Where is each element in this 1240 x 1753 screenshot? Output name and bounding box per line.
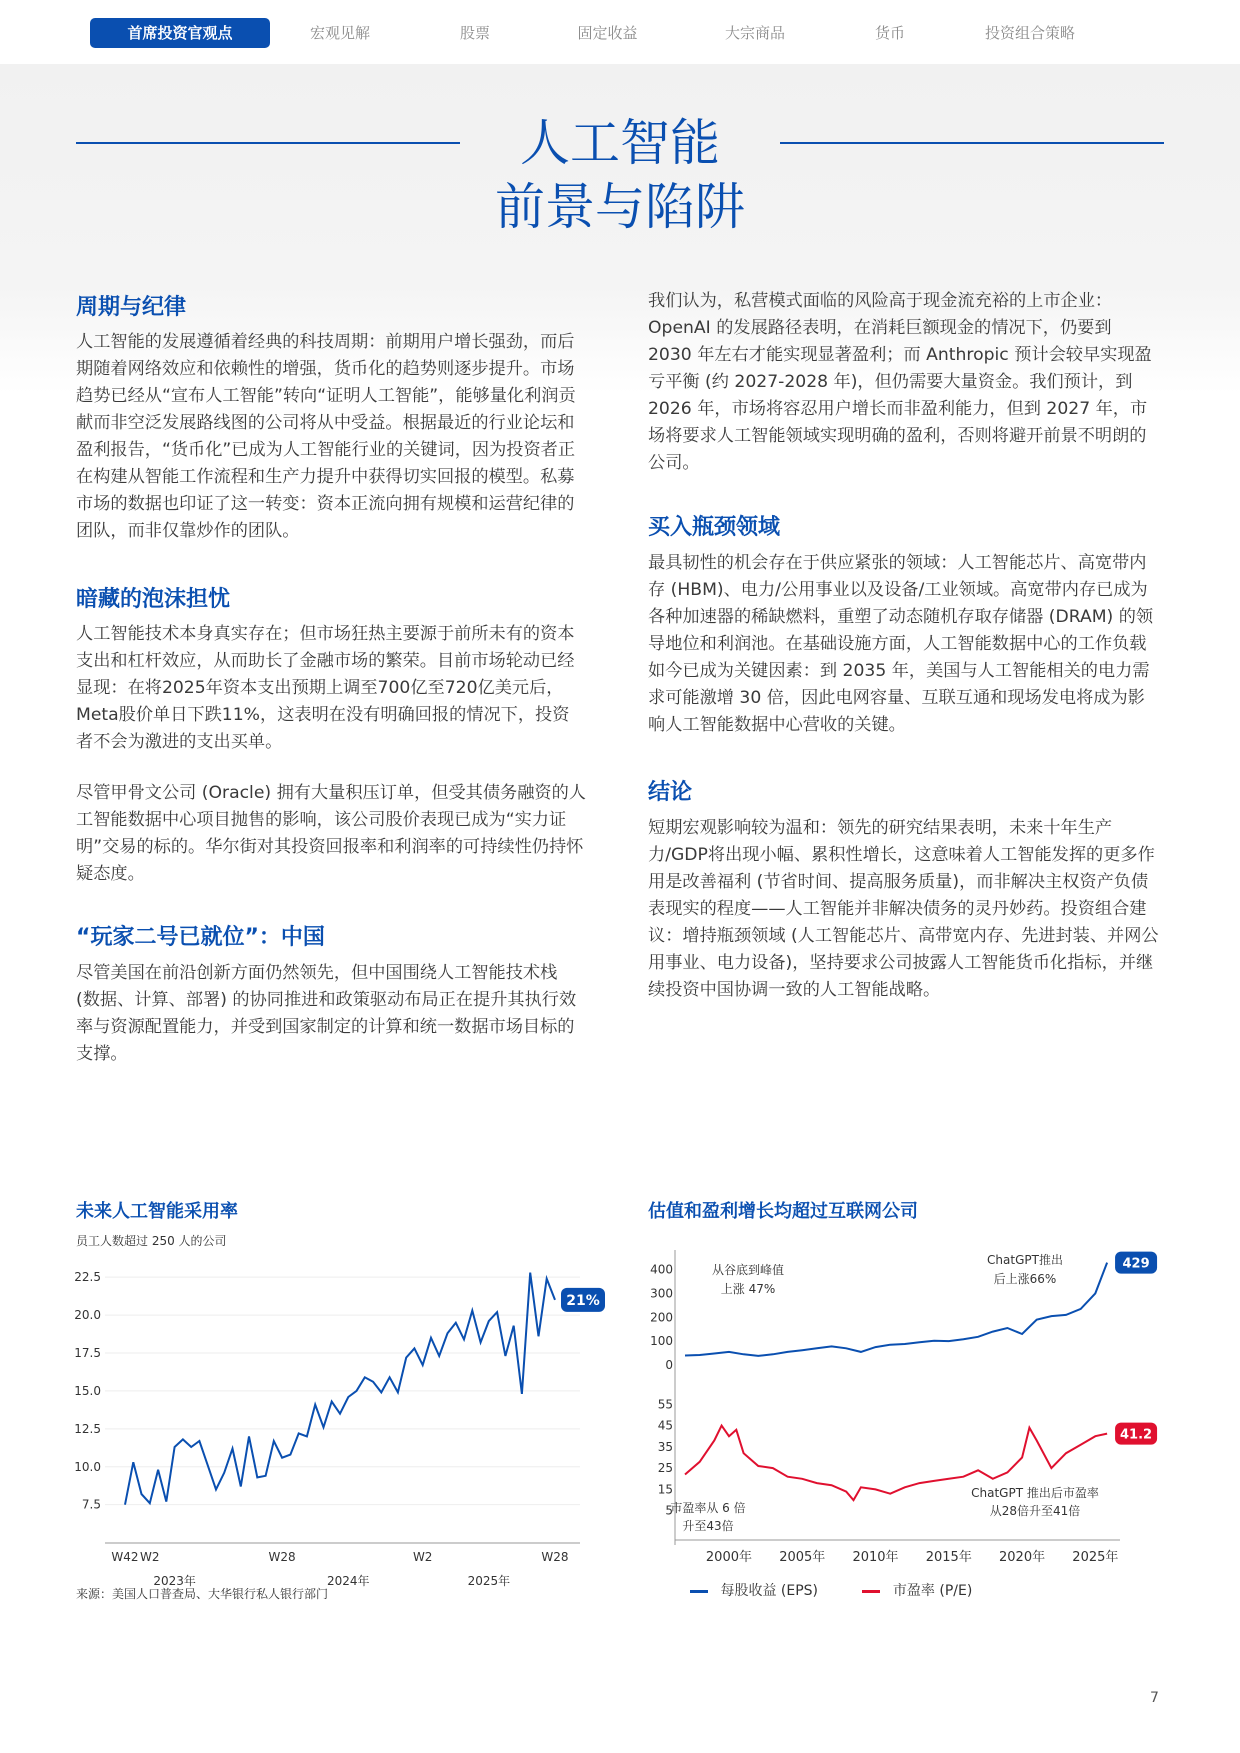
paragraph-bottlenecks: 最具韧性的机会存在于供应紧张的领域：人工智能芯片、高宽带内存 (HBM)、电力/公用事业以及设备/工业领域。高宽带内存已成为各种加速器的稀缺燃料，重塑了动态随机存取存储器 (DRAM) 的领导地位和利润池。在基础设施方面，人工智能数据中心的工作负载如今已成为关键因素：到 2035 年，美国与人工智能相关的电力需求可能激增 30 倍，因此电网容量、互联互通和现场发电将成为影响人工智能数据中心营收的关键。	[648, 553, 1154, 735]
chart1-xtick-label: W28	[541, 1550, 569, 1564]
chart1-year-label: 2023年	[153, 1574, 196, 1588]
top-navigation	[0, 0, 1240, 64]
chart2-annotation: ChatGPT 推出后市盈率	[971, 1486, 1099, 1500]
tab-portfolio-strategy[interactable]: 投资组合策略	[984, 24, 1075, 42]
chart1-ytick-label: 22.5	[74, 1270, 101, 1285]
chart2-xtick-label: 2005年	[779, 1550, 826, 1565]
chart2-annotation: ChatGPT推出	[987, 1253, 1063, 1267]
chart1-ytick-label: 7.5	[81, 1497, 101, 1512]
chart1-ytick-label: 15.0	[74, 1383, 101, 1398]
chart2-xtick-label: 2015年	[925, 1550, 972, 1565]
chart2-ytick-label: 15	[657, 1482, 673, 1497]
page-title-line1: 人工智能	[520, 114, 720, 172]
paragraph-bubble-concerns-1: 人工智能技术本身真实存在；但市场狂热主要源于前所未有的资本支出和杠杆效应，从而助长了金融市场的繁荣。目前市场轮动已经显现：在将2025年资本支出预期上调至700亿至720亿美元后，Meta股价单日下跌11%，这表明在没有明确回报的情况下，投资者不会为激进的支出买单。	[76, 624, 575, 752]
chart2-ytick-label: 400	[650, 1262, 673, 1277]
chart1-year-label: 2024年	[326, 1574, 370, 1588]
chart1-ytick-label: 17.5	[74, 1346, 101, 1360]
chart2-valuation-earnings	[640, 1240, 1180, 1620]
legend-eps-label: 每股收益 (EPS)	[720, 1583, 819, 1599]
chart1-xtick-label: W42	[111, 1550, 139, 1564]
chart2-annotation: 升至43倍	[682, 1519, 734, 1533]
legend-eps-swatch	[690, 1590, 708, 1593]
heading-cycle-discipline: 周期与纪律	[76, 295, 187, 320]
chart2-ytick-label: 45	[657, 1418, 673, 1433]
chart1-xtick-label: W28	[268, 1550, 296, 1564]
chart1-ytick-label: 20.0	[74, 1308, 101, 1323]
heading-bubble-concerns: 暗藏的泡沫担忧	[76, 587, 231, 612]
tab-cio-view[interactable]: 首席投资官观点	[90, 18, 270, 48]
heading-conclusion: 结论	[648, 780, 693, 805]
chart1-source: 来源：美国人口普查局、大华银行私人银行部门	[76, 1587, 329, 1601]
chart2-title: 估值和盈利增长均超过互联网公司	[648, 1201, 918, 1222]
chart2-ytick-label: 25	[657, 1461, 673, 1476]
paragraph-china: 尽管美国在前沿创新方面仍然领先，但中国围绕人工智能技术栈 (数据、计算、部署) 的协同推进和政策驱动布局正在提升其执行效率与资源配置能力，并受到国家制定的计算和统一数据市场目标的支撑。	[76, 963, 577, 1064]
chart2-ytick-label: 0	[665, 1358, 673, 1372]
chart2-annotation: 上涨 47%	[720, 1282, 776, 1296]
chart2-annotation: 从28倍升至41倍	[989, 1504, 1081, 1518]
chart1-end-label: 21%	[566, 1292, 600, 1309]
chart2-ytick-label: 5	[665, 1503, 673, 1518]
tab-currencies[interactable]: 货币	[874, 24, 905, 42]
paragraph-bubble-concerns-2: 尽管甲骨文公司 (Oracle) 拥有大量积压订单，但受其债务融资的人工智能数据中心项目抛售的影响，该公司股价表现已成为“实力证明”交易的标的。华尔街对其投资回报率和利润率的可持续性仍持怀疑态度。	[76, 783, 586, 884]
paragraph-conclusion: 短期宏观影响较为温和：领先的研究结果表明，未来十年生产力/GDP将出现小幅、累积性增长，这意味着人工智能发挥的更多作用是改善福利 (节省时间、提高服务质量)，而非解决主权资产负债表现实的程度——人工智能并非解决债务的灵丹妙药。投资组合建议：增持瓶颈领域 (人工智能芯片、高带宽内存、先进封装、并网公用事业、电力设备)，坚持要求公司披露人工智能货币化指标，并继续投资中国协调一致的人工智能战略。	[648, 818, 1159, 1000]
chart2-xtick-label: 2020年	[999, 1550, 1046, 1565]
paragraph-private-models: 我们认为，私营模式面临的风险高于现金流充裕的上市企业：OpenAI 的发展路径表明，在消耗巨额现金的情况下，仍要到 2030 年左右才能实现显著盈利；而 Anthropic 预计会较早实现盈亏平衡 (约 2027-2028 年)，但仍需要大量资金。我们预计，到 2026 年，市场将容忍用户增长而非盈利能力，但到 2027 年，市场将要求人工智能领域实现明确的盈利，否则将避开前景不明朗的公司。	[648, 291, 1152, 473]
chart1-adoption-rate	[60, 1250, 620, 1590]
tab-macro[interactable]: 宏观见解	[309, 24, 370, 42]
heading-china: “玩家二号已就位”：中国	[76, 925, 325, 950]
chart2-ytick-label: 55	[657, 1397, 673, 1412]
chart2-annotation: 市盈率从 6 倍	[670, 1501, 746, 1515]
legend-pe-label: 市盈率 (P/E)	[892, 1583, 973, 1599]
chart2-xtick-label: 2000年	[705, 1550, 753, 1565]
tab-commodities[interactable]: 大宗商品	[724, 24, 785, 42]
page-title-line2: 前景与陷阱	[495, 178, 745, 236]
chart2-annotation: 后上涨66%	[993, 1272, 1057, 1286]
chart2-end-label: 41.2	[1120, 1427, 1153, 1443]
chart1-subtitle: 员工人数超过 250 人的公司	[76, 1234, 227, 1248]
chart2-ytick-label: 300	[650, 1286, 673, 1301]
chart2-xtick-label: 2010年	[852, 1550, 899, 1565]
chart1-series-line	[125, 1273, 555, 1505]
chart2-legend	[690, 1580, 972, 1600]
chart1-xtick-label: W2	[412, 1550, 433, 1564]
chart1-year-label: 2025年	[467, 1574, 511, 1588]
page-number: 7	[1150, 1690, 1159, 1706]
chart2-annotation: 从谷底到峰值	[711, 1263, 785, 1277]
tab-fixed-income[interactable]: 固定收益	[577, 24, 638, 42]
chart1-ytick-label: 10.0	[74, 1459, 101, 1474]
chart1-ytick-label: 12.5	[74, 1421, 101, 1436]
chart2-end-label: 429	[1122, 1256, 1150, 1272]
chart2-ytick-label: 35	[657, 1439, 673, 1454]
chart2-xtick-label: 2025年	[1072, 1550, 1119, 1565]
tab-equities[interactable]: 股票	[459, 24, 490, 42]
chart1-xtick-label: W2	[140, 1550, 160, 1564]
chart1-title: 未来人工智能采用率	[76, 1201, 238, 1222]
chart2-ytick-label: 100	[650, 1334, 673, 1349]
legend-pe-swatch	[862, 1590, 880, 1593]
heading-bottlenecks: 买入瓶颈领域	[648, 515, 781, 540]
paragraph-cycle-discipline: 人工智能的发展遵循着经典的科技周期：前期用户增长强劲，而后期随着网络效应和依赖性的增强，货币化的趋势则逐步提升。市场趋势已经从“宣布人工智能”转向“证明人工智能”，能够量化利润贡献而非空泛发展路线图的公司将从中受益。根据最近的行业论坛和盈利报告，“货币化”已成为人工智能行业的关键词，因为投资者正在构建从智能工作流程和生产力提升中获得切实回报的模型。私募市场的数据也印证了这一转变：资本正流向拥有规模和运营纪律的团队，而非仅靠炒作的团队。	[76, 332, 576, 541]
chart2-ytick-label: 200	[650, 1310, 673, 1325]
